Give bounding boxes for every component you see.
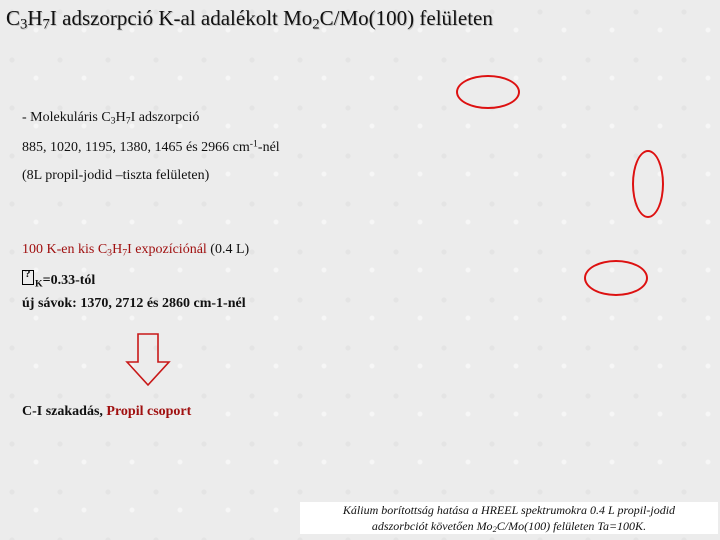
highlight-ellipse-2	[632, 150, 664, 218]
highlight-ellipse-1	[456, 75, 520, 109]
molecular-adsorption-heading: - Molekuláris $C_3H_7I$ adszorpció	[22, 110, 200, 127]
caption-line-1: Kálium borítottság hatása a HREEL spektrumokra 0.4 L propil-jodid	[342, 503, 676, 517]
highlight-ellipse-3	[584, 260, 648, 296]
figure-caption	[300, 502, 718, 534]
result-text: C-I szakadás, Propil csoport	[22, 404, 192, 419]
molecular-bands-text: 885, 1020, 1195, 1380, 1465 és 2966 $cm^{-1}$-nél	[22, 138, 280, 155]
slide-title: $C_3H_7I$ adszorpció K-al adalékolt $Mo_2C/Mo(100)$ felületen	[6, 6, 493, 33]
new-bands-text: új sávok: 1370, 2712 és 2860 cm-1-nél	[22, 296, 246, 311]
exposure-heading: 100 K-en kis $C_3H_7I$ expozíciónál (0.4 L)	[22, 242, 250, 259]
molecular-condition-text: (8L propil-jodid –tiszta felületen)	[22, 168, 210, 183]
caption-line-2: adszorbciót követően $Mo_2C/Mo(100)$ felületen Ta=100K.	[371, 519, 647, 535]
potassium-coverage-text: $?_K=0.33$-tól	[22, 270, 95, 289]
down-arrow-icon	[124, 332, 172, 388]
theta-glyph-icon	[22, 270, 34, 285]
